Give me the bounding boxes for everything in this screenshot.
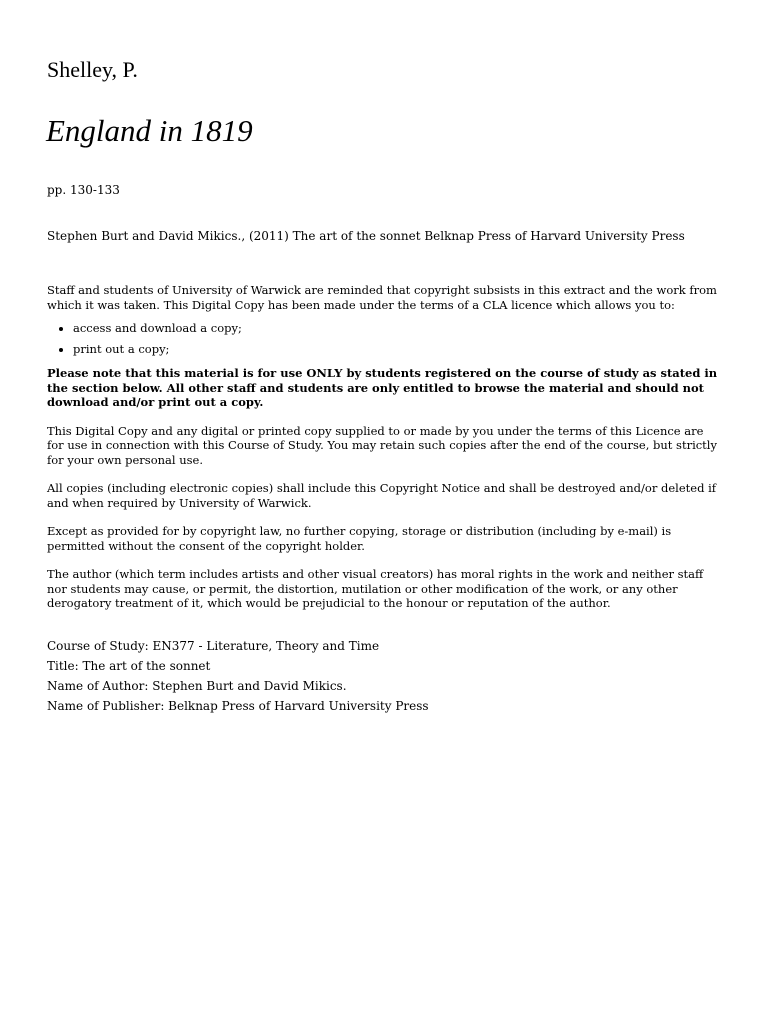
- detail-title: Title: The art of the sonnet: [47, 659, 211, 673]
- citation: Stephen Burt and David Mikics., (2011) The art of the sonnet Belknap Press of Harvard University Press: [47, 229, 685, 243]
- page-range: pp. 130-133: [47, 183, 120, 197]
- permission-item: • print out a copy;: [73, 342, 723, 357]
- course-of-study: Course of Study: EN377 - Literature, Theory and Time: [47, 639, 380, 653]
- notice-paragraph: This Digital Copy and any digital or printed copy supplied to or made by you under the terms of this Licence are for use in connection with this Course of Study. You may retain such copies after the end of the course, but strictly for your own personal use.: [47, 423, 717, 467]
- notice-paragraph: Except as provided for by copyright law, no further copying, storage or distribution (including by e-mail) is permitted without the consent of the copyright holder.: [47, 524, 672, 553]
- author-heading: Shelley, P.: [47, 57, 138, 82]
- notice-intro: Staff and students of University of Warwick are reminded that copyright subsists in this extract and the work from which it was taken. This Digital Copy has been made under the terms of a CLA licence which allows you to:: [47, 283, 717, 312]
- course-details: [47, 639, 429, 719]
- work-title: England in 1819: [46, 113, 253, 148]
- detail-publisher: Name of Publisher: Belknap Press of Harvard University Press: [47, 699, 429, 713]
- permission-item: • access and download a copy;: [73, 321, 723, 336]
- usage-restriction-note: Please note that this material is for use ONLY by students registered on the course of study as stated in the section below. All other staff and students are only entitled to browse the material and should not download and/or print out a copy.: [47, 366, 718, 409]
- permissions-list: [47, 321, 723, 356]
- notice-paragraph: All copies (including electronic copies) shall include this Copyright Notice and shall be destroyed and/or deleted if and when required by University of Warwick.: [47, 481, 717, 510]
- detail-author: Name of Author: Stephen Burt and David Mikics.: [47, 679, 347, 693]
- notice-paragraph: The author (which term includes artists and other visual creators) has moral rights in the work and neither staff nor students may cause, or permit, the distortion, mutilation or other modification of the work, or any other derogatory treatment of it, which would be prejudicial to the honour or reputation of the author.: [47, 567, 704, 610]
- copyright-notice: [47, 283, 723, 611]
